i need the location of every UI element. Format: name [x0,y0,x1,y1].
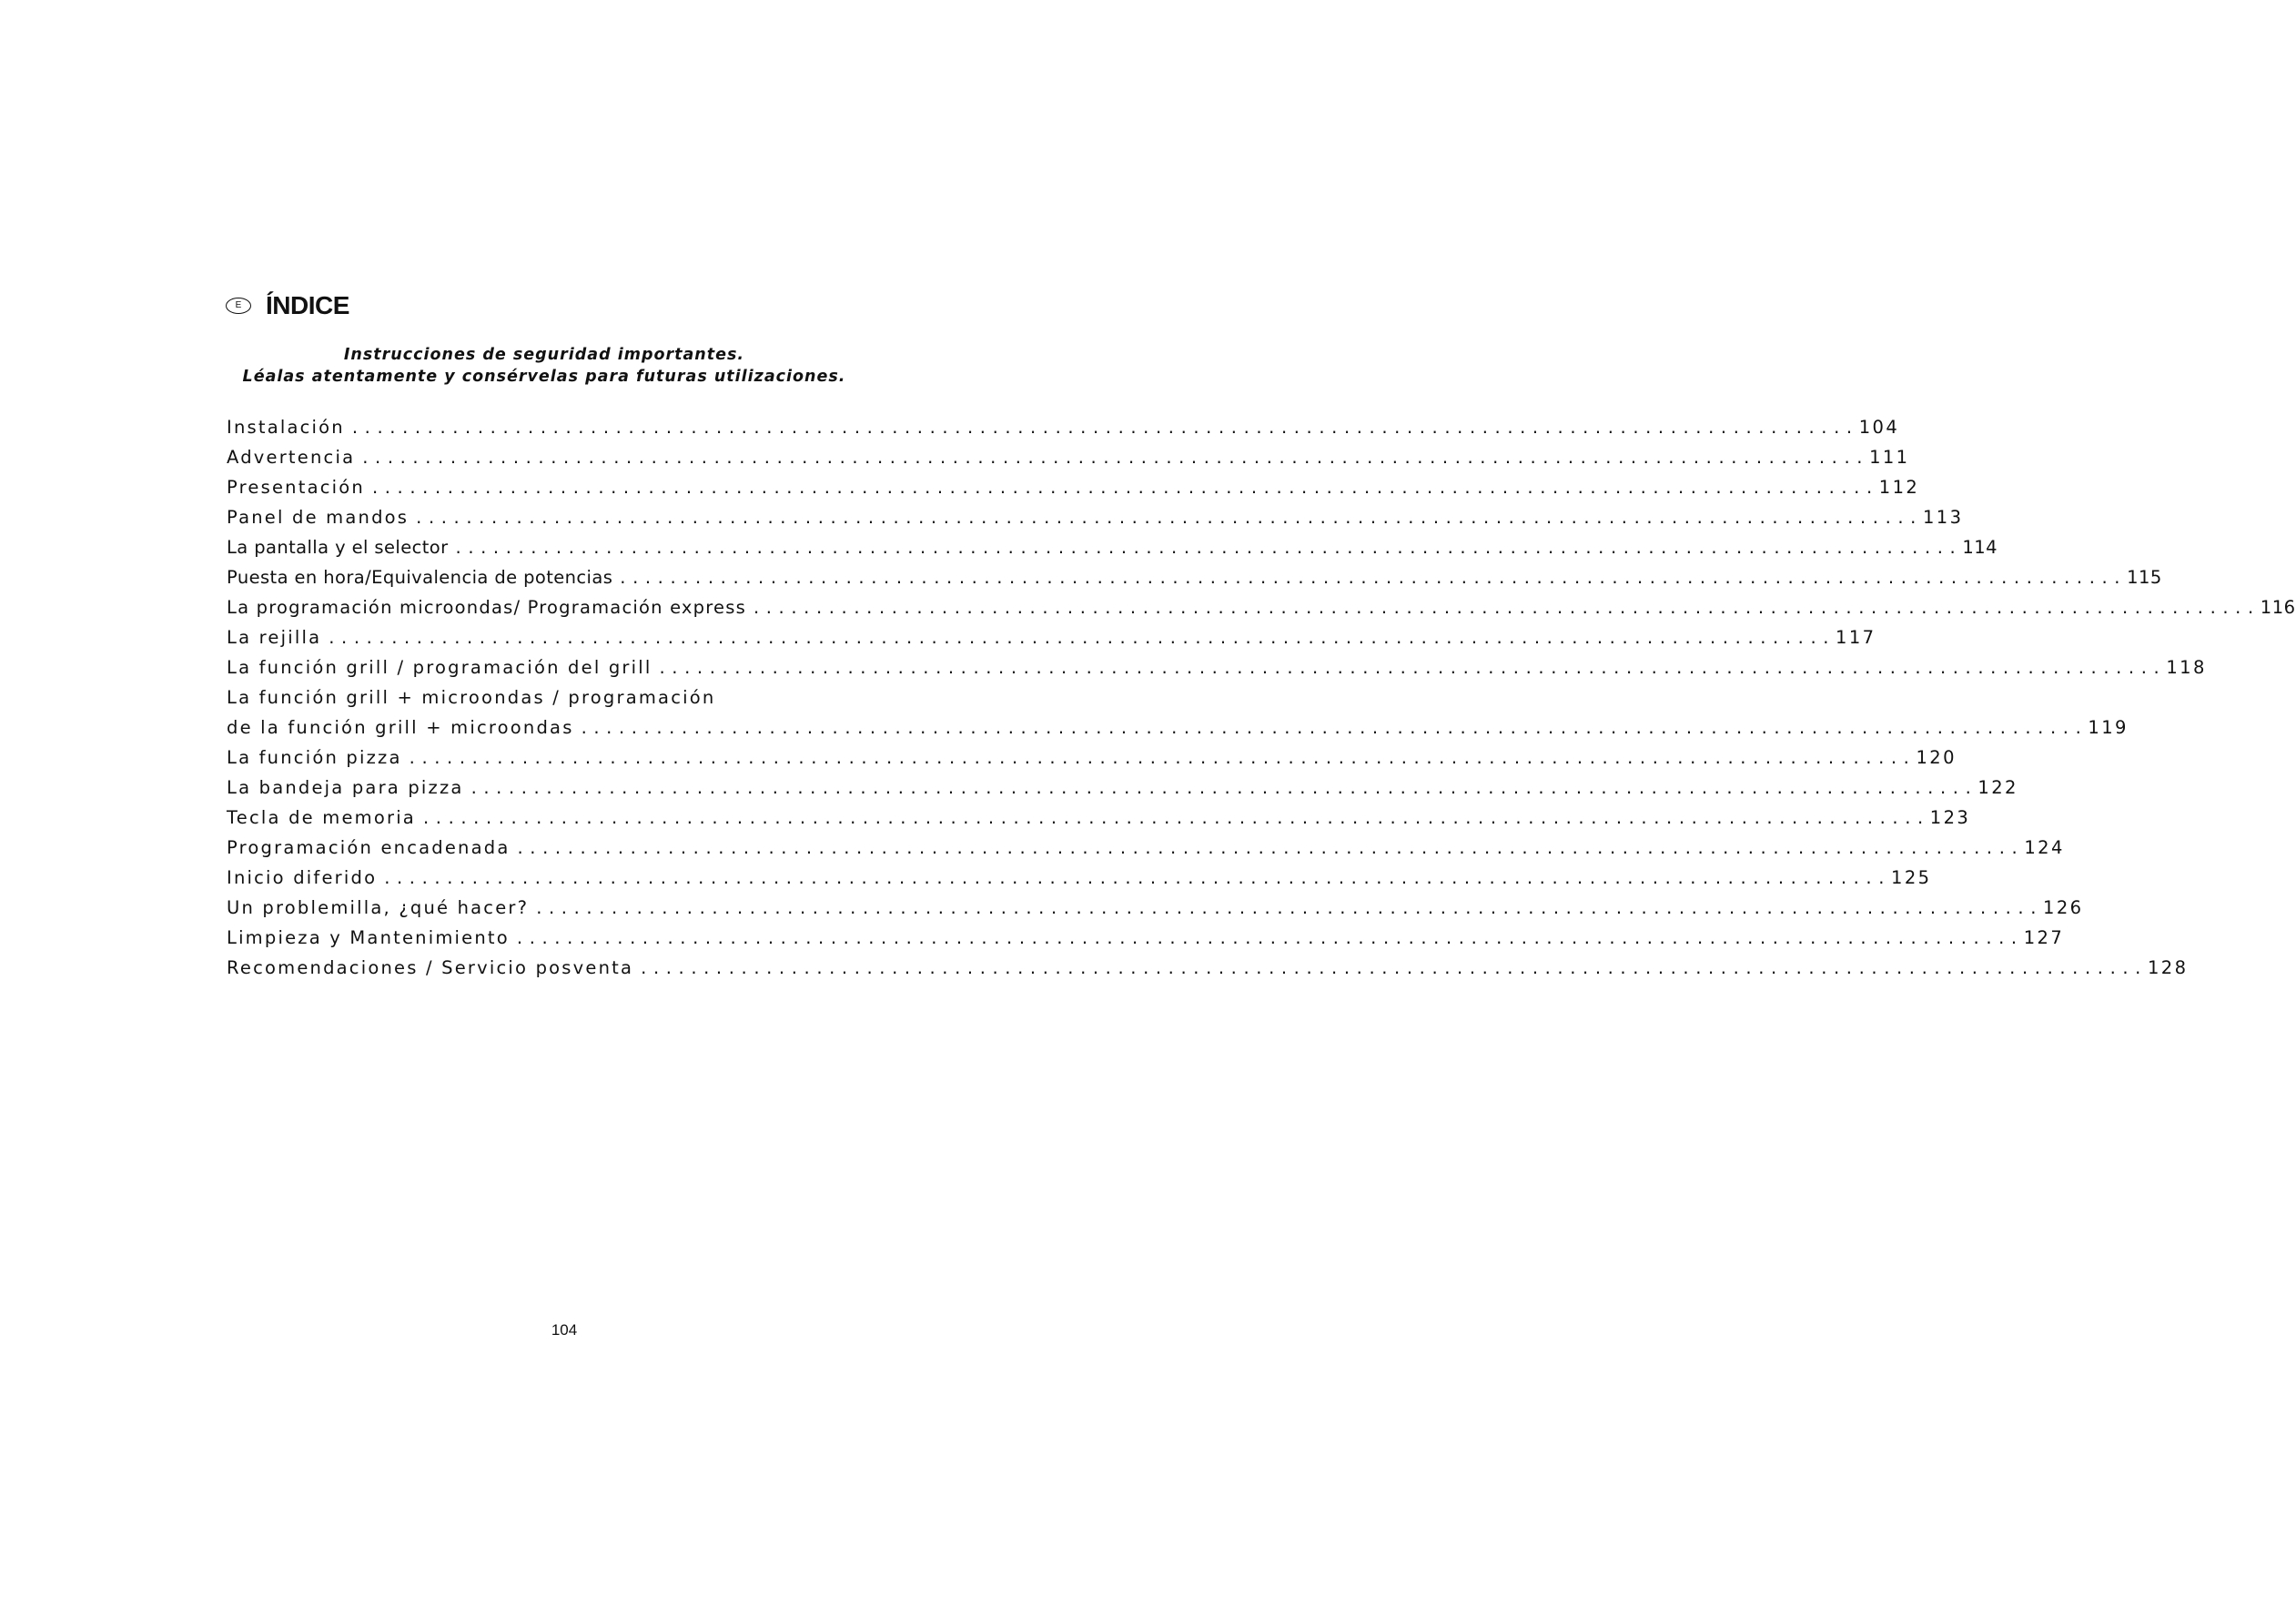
safety-notice-line-2: Léalas atentamente y consérvelas para futuras utilizaciones. [242,368,846,386]
toc-entry-page: 122 [1977,777,2018,798]
toc-entry[interactable] [227,498,1964,528]
toc-dot-leader: ........................................................................................................................ [536,897,2044,918]
toc-entry-page: 112 [1878,477,1920,498]
toc-entry[interactable] [227,618,1876,648]
toc-dot-leader: ........................................................................................................................ [641,957,2148,978]
toc-entry[interactable] [227,648,2207,678]
toc-dot-leader: ........................................................................................................................ [581,717,2089,738]
toc-entry-label: Puesta en hora/Equivalencia de potencias [227,567,613,588]
toc-entry-page: 114 [1962,537,1998,558]
toc-entry-page: 127 [2023,927,2065,948]
toc-entry[interactable] [227,888,2084,918]
toc-entry-page: 113 [1922,507,1964,528]
toc-entry-label: Recomendaciones / Servicio posventa [227,957,634,978]
toc-entry-page: 117 [1836,627,1876,648]
toc-entry[interactable] [227,708,2129,738]
toc-dot-leader: ........................................................................................................................ [516,927,2024,948]
toc-entry[interactable] [227,768,2018,798]
toc-dot-leader: ........................................................................................................................ [409,747,1917,768]
toc-entry[interactable] [227,918,2065,948]
toc-entry[interactable] [227,528,1998,558]
toc-entry[interactable] [227,738,1957,768]
toc-dot-leader: ........................................................................................................................ [422,807,1930,828]
toc-entry-label: La programación microondas/ Programación express [227,597,746,618]
toc-entry-page: 120 [1916,747,1957,768]
toc-entry-page: 116 [2260,597,2296,618]
toc-entry[interactable] [227,438,1910,468]
toc-dot-leader: ........................................................................................................................ [362,447,1870,468]
toc-entry-label: La función pizza [227,747,402,768]
toc-dot-leader: ........................................................................................................................ [371,477,1879,498]
toc-dot-leader: ........................................................................................................................ [517,837,2025,858]
toc-entry[interactable] [227,408,1900,438]
toc-entry-label: Advertencia [227,447,356,468]
toc-entry-page: 115 [2127,567,2162,588]
toc-entry[interactable] [227,948,2189,978]
toc-entry[interactable] [227,588,2296,618]
toc-entry-label: Limpieza y Mantenimiento [227,927,510,948]
toc-entry-page: 124 [2024,837,2065,858]
toc-dot-leader: ........................................................................................................................ [470,777,1978,798]
toc-dot-leader: ........................................................................................................................ [455,537,1963,558]
page-title: ÍNDICE [266,291,349,319]
toc-dot-leader: ........................................................................................................................ [659,657,2167,678]
page-number: 104 [551,1321,578,1339]
toc-entry-page: 118 [2166,657,2207,678]
toc-entry-page: 104 [1858,417,1900,438]
toc-entry-page: 128 [2147,957,2189,978]
toc-entry-label: La bandeja para pizza [227,777,464,798]
toc-dot-leader: ........................................................................................................................ [384,867,1892,888]
toc-entry-label: de la función grill + microondas [227,717,574,738]
toc-entry-label: Instalación [227,417,345,438]
toc-entry[interactable] [227,558,2162,588]
toc-entry-label: Presentación [227,477,365,498]
toc-entry-label: Inicio diferido [227,867,378,888]
toc-entry[interactable] [227,468,1920,498]
toc-dot-leader: ........................................................................................................................ [329,627,1836,648]
index-heading [226,288,349,324]
toc-entry-label: Panel de mandos [227,507,410,528]
toc-dot-leader: ........................................................................................................................ [753,597,2261,618]
toc-entry-page: 125 [1891,867,1932,888]
toc-dot-leader: ........................................................................................................................ [620,567,2128,588]
safety-notice-line-1: Instrucciones de seguridad importantes. [343,346,745,364]
toc-dot-leader: ........................................................................................................................ [416,507,1923,528]
toc-entry[interactable] [227,678,859,708]
toc-entry[interactable] [227,828,2065,858]
toc-entry[interactable] [227,858,1932,888]
toc-entry-page: 119 [2088,717,2129,738]
toc-entry-label: La pantalla y el selector [227,537,449,558]
table-of-contents [227,408,2296,978]
language-badge: E [226,298,251,314]
toc-entry-page: 126 [2043,897,2084,918]
safety-notice [226,344,863,388]
toc-entry-page: 123 [1929,807,1971,828]
toc-entry-label: La rejilla [227,627,322,648]
toc-entry-label: Tecla de memoria [227,807,416,828]
toc-dot-leader: ........................................................................................................................ [351,417,1859,438]
toc-entry-label: Programación encadenada [227,837,511,858]
toc-entry-label: La función grill + microondas / programación [227,687,716,708]
toc-entry-label: La función grill / programación del grill [227,657,652,678]
toc-entry[interactable] [227,798,1971,828]
toc-entry-page: 111 [1869,447,1910,468]
toc-entry-label: Un problemilla, ¿qué hacer? [227,897,530,918]
